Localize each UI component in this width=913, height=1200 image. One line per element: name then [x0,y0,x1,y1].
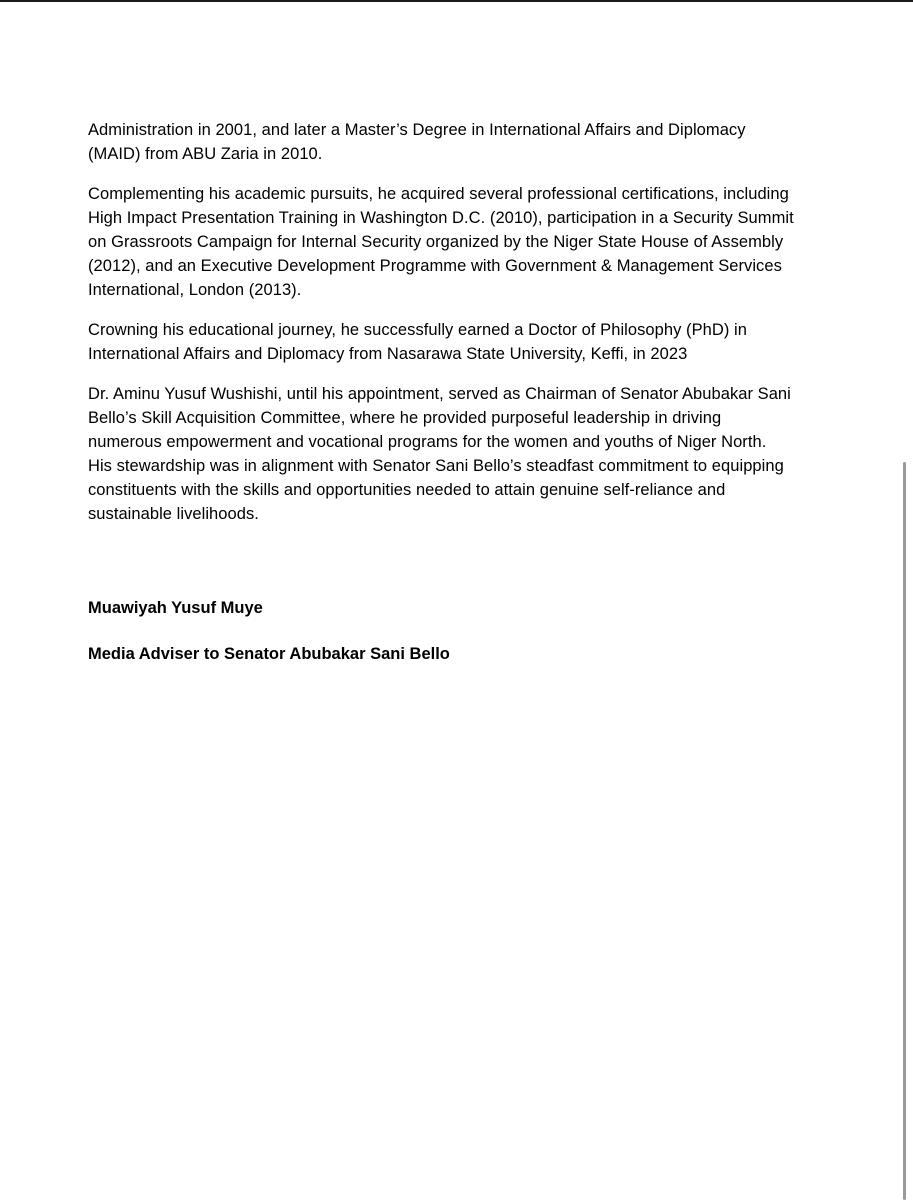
text-line: Administration in 2001, and later a Master’s Degree in International Affairs and Diplomacy [88,121,746,139]
text-line: constituents with the skills and opportunities needed to attain genuine self-reliance and [88,481,726,499]
signature-name: Muawiyah Yusuf Muye [88,599,263,617]
text-line: (2012), and an Executive Development Programme with Government & Management Services [88,257,782,275]
paragraph-certifications [88,182,848,302]
paragraph-education-degrees [88,118,848,166]
scrollbar[interactable] [895,0,913,1200]
text-line: (MAID) from ABU Zaria in 2010. [88,145,323,163]
text-line: numerous empowerment and vocational programs for the women and youths of Niger North. [88,433,767,451]
text-line: on Grassroots Campaign for Internal Security organized by the Niger State House of Assembly [88,233,784,251]
text-line: International, London (2013). [88,281,302,299]
text-line: International Affairs and Diplomacy from Nasarawa State University, Keffi, in 2023 [88,345,688,363]
paragraph-committee-chairman [88,382,848,526]
paragraph-phd [88,318,848,366]
top-border [0,0,913,2]
text-line: Dr. Aminu Yusuf Wushishi, until his appointment, served as Chairman of Senator Abubakar Sani [88,385,791,403]
text-line: sustainable livelihoods. [88,505,259,523]
text-line: Complementing his academic pursuits, he acquired several professional certifications, including [88,185,789,203]
text-line: Crowning his educational journey, he successfully earned a Doctor of Philosophy (PhD) in [88,321,747,339]
signature-title: Media Adviser to Senator Abubakar Sani Bello [88,645,450,663]
scrollbar-thumb[interactable] [903,462,906,1200]
text-line: Bello’s Skill Acquisition Committee, where he provided purposeful leadership in driving [88,409,722,427]
text-line: High Impact Presentation Training in Washington D.C. (2010), participation in a Security Summit [88,209,794,227]
document-body [88,118,848,542]
text-line: His stewardship was in alignment with Senator Sani Bello’s steadfast commitment to equipping [88,457,784,475]
